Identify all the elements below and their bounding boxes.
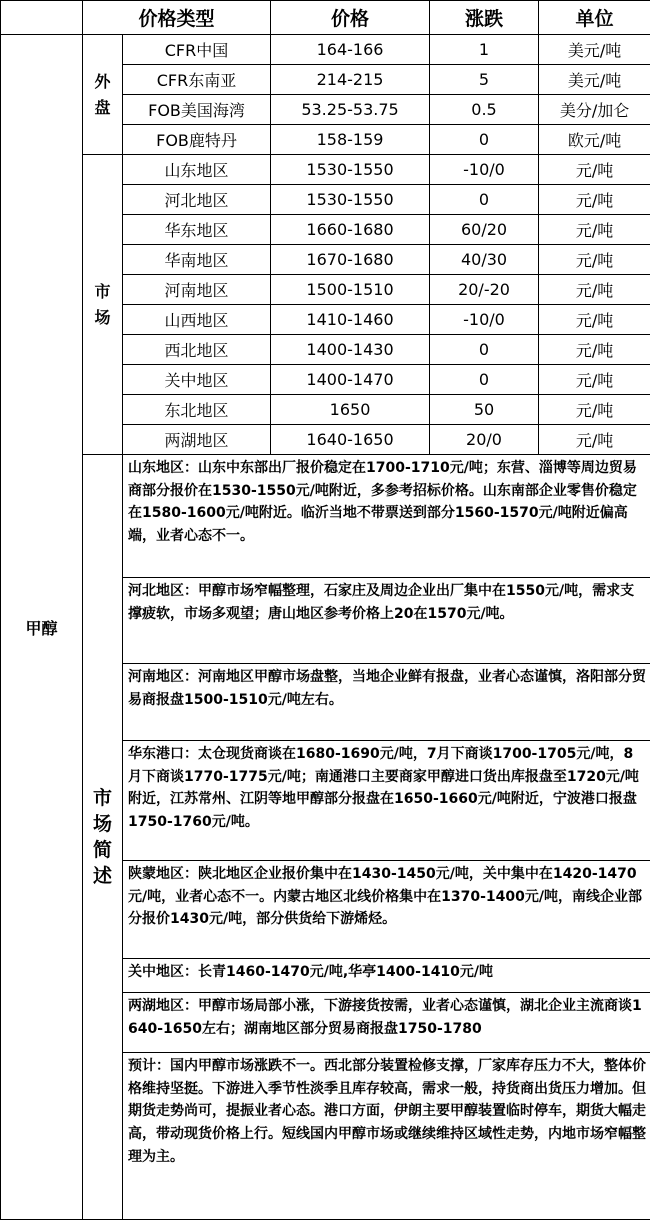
row-price: 53.25-53.75	[271, 95, 430, 125]
summary-henan: 河南地区：河南地区甲醇市场盘整，当地企业鲜有报盘，业者心态谨慎，洛阳部分贸易商报盘1500-1510元/吨左右。	[123, 664, 650, 741]
row-type: 山西地区	[123, 305, 271, 335]
row-unit: 元/吨	[539, 215, 650, 245]
row-unit: 元/吨	[539, 155, 650, 185]
row-change: 0.5	[430, 95, 539, 125]
row-type: 山东地区	[123, 155, 271, 185]
row-type: 华南地区	[123, 245, 271, 275]
group-label-foreign	[83, 35, 123, 155]
header-price-type: 价格类型	[83, 1, 271, 35]
row-unit: 元/吨	[539, 365, 650, 395]
header-row	[1, 1, 650, 35]
row-price: 1410-1460	[271, 305, 430, 335]
row-price: 158-159	[271, 125, 430, 155]
row-change: -10/0	[430, 155, 539, 185]
summary-hebei: 河北地区：甲醇市场窄幅整理，石家庄及周边企业出厂集中在1550元/吨，需求支撑疲软，市场多观望；唐山地区参考价格上20在1570元/吨。	[123, 578, 650, 664]
row-type: 两湖地区	[123, 425, 271, 455]
table-row	[1, 155, 650, 185]
row-price: 1500-1510	[271, 275, 430, 305]
row-type: FOB美国海湾	[123, 95, 271, 125]
row-unit: 元/吨	[539, 245, 650, 275]
group-label-market	[83, 155, 123, 455]
header-unit: 单位	[539, 1, 650, 35]
row-price: 1400-1430	[271, 335, 430, 365]
row-type: CFR东南亚	[123, 65, 271, 95]
summary-shaanmeng: 陕蒙地区：陕北地区企业报价集中在1430-1450元/吨，关中集中在1420-1470元/吨，业者心态不一。内蒙古地区北线价格集中在1370-1400元/吨，南线企业部分报价1430元/吨，部分供货给下游烯烃。	[123, 861, 650, 959]
row-type: FOB鹿特丹	[123, 125, 271, 155]
row-price: 1670-1680	[271, 245, 430, 275]
row-type: 华东地区	[123, 215, 271, 245]
row-unit: 元/吨	[539, 275, 650, 305]
row-price: 1400-1470	[271, 365, 430, 395]
row-unit: 美分/加仑	[539, 95, 650, 125]
group-label-summary-text: 市场简述	[93, 787, 113, 887]
summary-huadong-port: 华东港口：太仓现货商谈在1680-1690元/吨，7月下商谈1700-1705元/吨，8月下商谈1770-1775元/吨；南通港口主要商家甲醇进口货出库报盘至1720元/吨附近，江苏常州、江阴等地甲醇部分报盘在1650-1660元/吨附近，宁波港口报盘1750-1760元/吨。	[123, 741, 650, 861]
table-row	[1, 35, 650, 65]
row-change: 1	[430, 35, 539, 65]
row-change: 60/20	[430, 215, 539, 245]
group-label-summary	[83, 455, 123, 1220]
row-change: 0	[430, 125, 539, 155]
row-change: 0	[430, 365, 539, 395]
group-label-market-text: 市场	[94, 281, 111, 327]
header-change: 涨跌	[430, 1, 539, 35]
row-unit: 欧元/吨	[539, 125, 650, 155]
row-change: 0	[430, 335, 539, 365]
row-price: 1530-1550	[271, 185, 430, 215]
row-change: -10/0	[430, 305, 539, 335]
summary-forecast: 预计：国内甲醇市场涨跌不一。西北部分装置检修支撑，厂家库存压力不大，整体价格维持坚挺。下游进入季节性淡季且库存较高，需求一般，持货商出货压力增加。但期货走势尚可，提振业者心态。港口方面，伊朗主要甲醇装置临时停车，期货大幅走高，带动现货价格上行。短线国内甲醇市场或继续维持区域性走势，内地市场窄幅整理为主。	[123, 1053, 650, 1220]
row-price: 1530-1550	[271, 155, 430, 185]
row-price: 214-215	[271, 65, 430, 95]
row-price: 1660-1680	[271, 215, 430, 245]
summary-lianghu: 两湖地区：甲醇市场局部小涨，下游接货按需，业者心态谨慎，湖北企业主流商谈1640-1650左右；湖南地区部分贸易商报盘1750-1780	[123, 993, 650, 1053]
row-unit: 美元/吨	[539, 65, 650, 95]
row-unit: 美元/吨	[539, 35, 650, 65]
row-unit: 元/吨	[539, 395, 650, 425]
row-change: 20/-20	[430, 275, 539, 305]
row-type: 关中地区	[123, 365, 271, 395]
row-type: 河南地区	[123, 275, 271, 305]
product-label: 甲醇	[1, 35, 83, 1220]
row-unit: 元/吨	[539, 335, 650, 365]
row-unit: 元/吨	[539, 185, 650, 215]
row-price: 164-166	[271, 35, 430, 65]
row-price: 1640-1650	[271, 425, 430, 455]
row-price: 1650	[271, 395, 430, 425]
row-change: 40/30	[430, 245, 539, 275]
row-change: 20/0	[430, 425, 539, 455]
header-corner	[1, 1, 83, 35]
row-unit: 元/吨	[539, 425, 650, 455]
summary-guanzhong: 关中地区：长青1460-1470元/吨,华亭1400-1410元/吨	[123, 959, 650, 993]
row-type: CFR中国	[123, 35, 271, 65]
row-unit: 元/吨	[539, 305, 650, 335]
group-label-foreign-text: 外盘	[94, 71, 111, 117]
header-price: 价格	[271, 1, 430, 35]
summary-shandong: 山东地区：山东中东部出厂报价稳定在1700-1710元/吨；东营、淄博等周边贸易商部分报价在1530-1550元/吨附近，多参考招标价格。山东南部企业零售价稳定在1580-1600元/吨附近。临沂当地不带票送到部分1560-1570元/吨附近偏高端，业者心态不一。	[123, 455, 650, 578]
row-type: 河北地区	[123, 185, 271, 215]
row-change: 5	[430, 65, 539, 95]
row-type: 东北地区	[123, 395, 271, 425]
row-change: 50	[430, 395, 539, 425]
row-type: 西北地区	[123, 335, 271, 365]
summary-row	[1, 455, 650, 578]
row-change: 0	[430, 185, 539, 215]
